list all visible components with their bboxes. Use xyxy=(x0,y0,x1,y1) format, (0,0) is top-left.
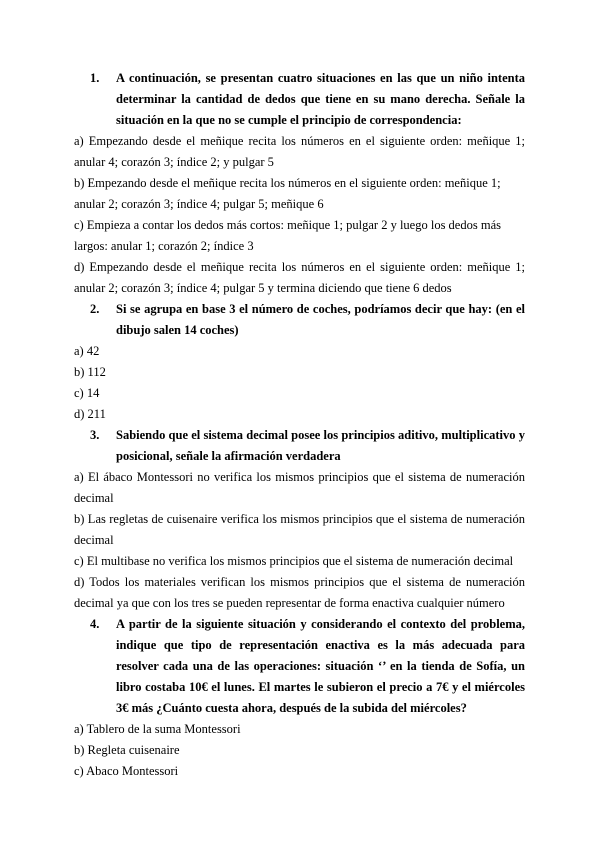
question-3 xyxy=(0,425,600,467)
option-3b: b) Las regletas de cuisenaire verifica los mismos principios que el sistema de numeración decimal xyxy=(74,512,525,547)
question-number: 1. xyxy=(90,71,100,85)
option-2b: b) 112 xyxy=(74,365,106,379)
option-4b: b) Regleta cuisenaire xyxy=(74,743,180,757)
question-number: 4. xyxy=(90,617,100,631)
question-text: A partir de la siguiente situación y considerando el contexto del problema, indique que tipo de representación enactiva es la más adecuada para resolver cada una de las operaciones: situación ‘’ en la tienda de Sofía, un libro costaba 10€ el lunes. El martes le subieron el precio a 7€ y el miércoles 3€ más ¿Cuánto cuesta ahora, después de la subida del miércoles? xyxy=(116,617,525,715)
question-text: Si se agrupa en base 3 el número de coches, podríamos decir que hay: (en el dibujo salen 14 coches) xyxy=(116,302,525,337)
question-text: A continuación, se presentan cuatro situaciones en las que un niño intenta determinar la cantidad de dedos que tiene en su mano derecha. Señale la situación en la que no se cumple el principio de correspondencia: xyxy=(116,71,525,127)
question-1 xyxy=(0,68,600,131)
option-1a: a) Empezando desde el meñique recita los números en el siguiente orden: meñique 1; anular 4; corazón 3; índice 2; y pulgar 5 xyxy=(74,134,525,169)
option-2d: d) 211 xyxy=(74,407,106,421)
option-1d: d) Empezando desde el meñique recita los números en el siguiente orden: meñique 1; anular 2; corazón 3; índice 4; pulgar 5 y termina diciendo que tiene 6 dedos xyxy=(74,260,525,295)
question-text: Sabiendo que el sistema decimal posee los principios aditivo, multiplicativo y posicional, señale la afirmación verdadera xyxy=(116,428,525,463)
option-3a: a) El ábaco Montessori no verifica los mismos principios que el sistema de numeración decimal xyxy=(74,470,525,505)
question-2 xyxy=(0,299,600,341)
option-4c: c) Abaco Montessori xyxy=(74,764,179,778)
option-2a: a) 42 xyxy=(74,344,100,358)
option-2c: c) 14 xyxy=(74,386,100,400)
question-number: 3. xyxy=(90,428,100,442)
option-4a: a) Tablero de la suma Montessori xyxy=(74,722,241,736)
option-3d: d) Todos los materiales verifican los mismos principios que el sistema de numeración decimal ya que con los tres se pueden representar de forma enactiva cualquier número xyxy=(74,575,525,610)
question-4 xyxy=(0,614,600,719)
option-1c: c) Empieza a contar los dedos más cortos: meñique 1; pulgar 2 y luego los dedos más largos: anular 1; corazón 2; índice 3 xyxy=(74,218,501,253)
option-1b: b) Empezando desde el meñique recita los números en el siguiente orden: meñique 1; anular 2; corazón 3; índice 4; pulgar 5; meñique 6 xyxy=(74,176,501,211)
question-number: 2. xyxy=(90,302,100,316)
option-3c: c) El multibase no verifica los mismos principios que el sistema de numeración decimal xyxy=(74,554,514,568)
